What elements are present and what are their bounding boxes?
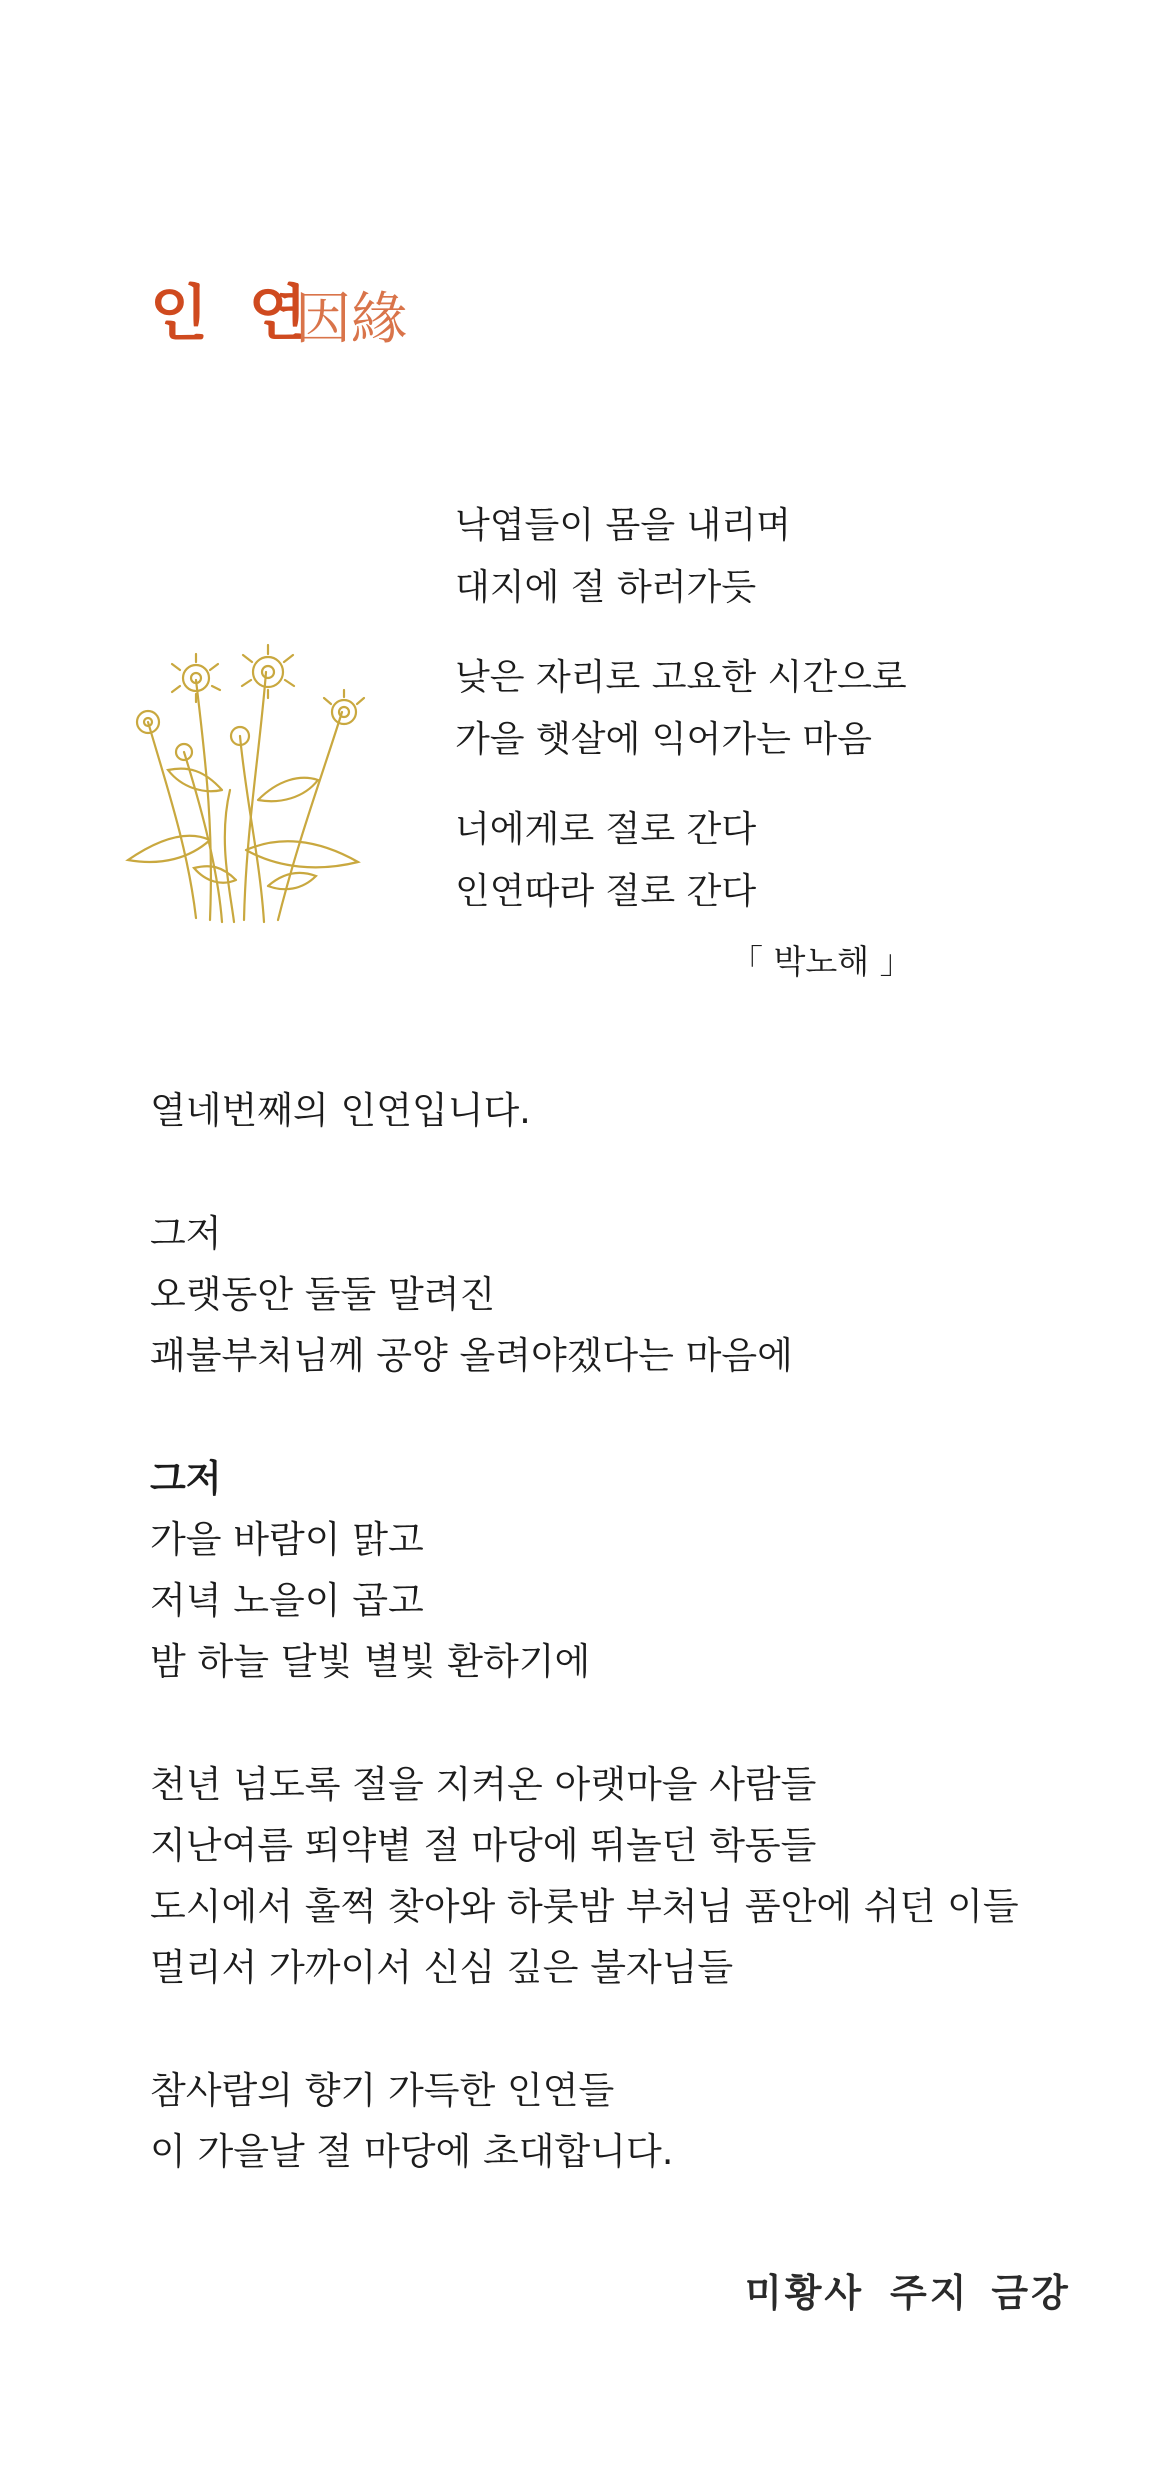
paragraph xyxy=(150,1448,1070,1692)
signature-role: 미황사 주지 xyxy=(745,2271,970,2315)
signature-name: 금강 xyxy=(991,2271,1071,2315)
poem-line: 대지에 절 하러가듯 xyxy=(455,567,757,608)
poem-stanza xyxy=(455,495,925,619)
text-line: 그저 xyxy=(150,1212,222,1255)
poem-line: 인연따라 절로 간다 xyxy=(455,871,757,912)
poem-line: 낙엽들이 몸을 내리며 xyxy=(455,505,791,546)
poem-line: 가을 햇살에 익어가는 마음 xyxy=(455,719,872,760)
poem-stanza xyxy=(455,799,925,923)
invitation-text xyxy=(150,1080,1070,2244)
paragraph xyxy=(150,1203,1070,1386)
text-line: 밤 하늘 달빛 별빛 환하기에 xyxy=(150,1640,591,1683)
paragraph xyxy=(150,2060,1070,2182)
poem-line: 낮은 자리로 고요한 시간으로 xyxy=(455,657,907,698)
text-line: 지난여름 뙤약볕 절 마당에 뛰놀던 학동들 xyxy=(150,1824,817,1867)
text-line: 이 가을날 절 마당에 초대합니다. xyxy=(150,2130,674,2173)
signature xyxy=(745,2262,1071,2317)
golden-flowers-illustration xyxy=(118,640,398,930)
paragraph xyxy=(150,1754,1070,1998)
text-line: 천년 넘도록 절을 지켜온 아랫마을 사람들 xyxy=(150,1763,817,1806)
title-hanja: 因緣 xyxy=(295,287,407,352)
title-korean: 인 연 xyxy=(150,279,317,349)
poem-line: 너에게로 절로 간다 xyxy=(455,809,757,850)
poem-stanza xyxy=(455,647,925,771)
paragraph xyxy=(150,1080,1070,1141)
poem xyxy=(455,495,925,951)
text-line: 괘불부처님께 공양 올려야겠다는 마음에 xyxy=(150,1334,793,1377)
text-line: 멀리서 가까이서 신심 깊은 불자님들 xyxy=(150,1946,734,1989)
text-line: 가을 바람이 맑고 xyxy=(150,1518,424,1561)
text-line: 오랫동안 둘둘 말려진 xyxy=(150,1273,496,1316)
text-line: 도시에서 훌쩍 찾아와 하룻밤 부처님 품안에 쉬던 이들 xyxy=(150,1885,1019,1928)
text-line: 참사람의 향기 가득한 인연들 xyxy=(150,2069,615,2112)
text-line: 그저 xyxy=(150,1457,222,1500)
text-line: 저녁 노을이 곱고 xyxy=(150,1579,424,1622)
text-line: 열네번째의 인연입니다. xyxy=(150,1089,531,1132)
poem-attribution: 「 박노해 」 xyxy=(730,942,913,981)
